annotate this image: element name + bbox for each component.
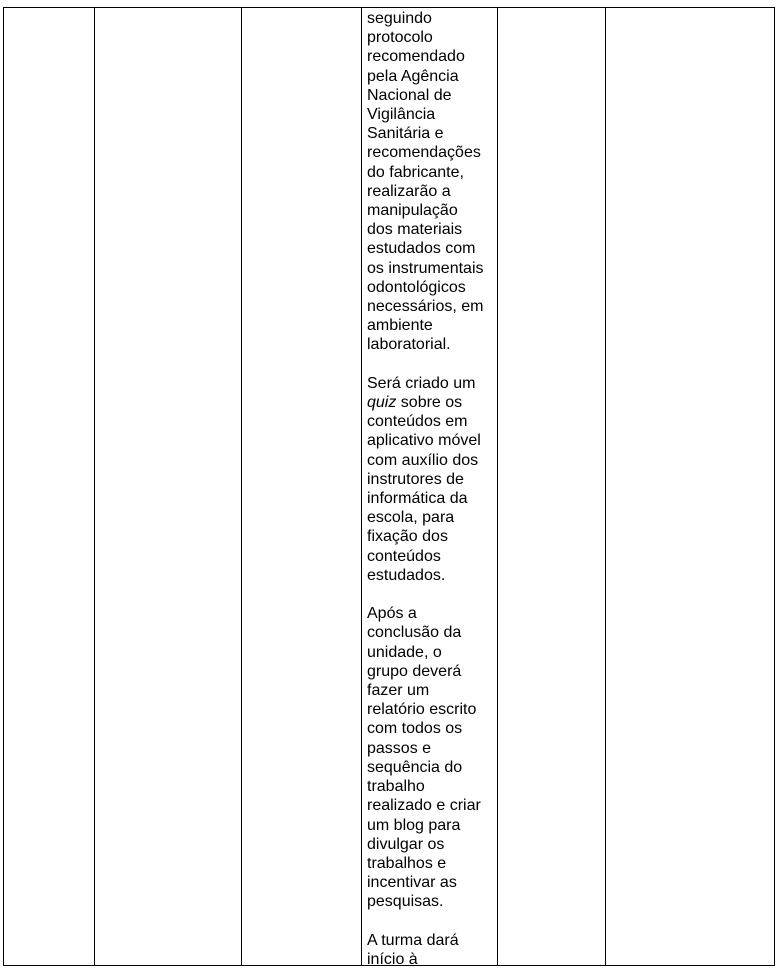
text-line [367,816,495,835]
text-line [367,739,495,758]
text-line [367,393,495,412]
text-segment: manipulação [367,202,458,220]
italic-term: quiz [367,394,397,412]
text-segment: relatório escrito [367,701,477,719]
text-line [367,28,495,47]
text-segment: passos e [367,739,432,757]
text-segment: instrutores de [367,470,464,488]
text-line [367,259,495,278]
table-column-border [605,7,606,966]
text-segment: Será criado um [367,374,476,392]
text-segment: estudados. [367,566,446,584]
text-line [367,143,495,162]
text-segment: dos materiais [367,221,463,239]
text-line [367,182,495,201]
text-line [367,489,495,508]
text-line [367,201,495,220]
text-segment: fixação dos [367,528,448,546]
text-segment: sequência do [367,758,463,776]
paragraph [367,931,495,969]
text-line [367,796,495,815]
text-line [367,566,495,585]
text-line [367,700,495,719]
text-segment: Sanitária e [367,125,444,143]
table-column-border [774,7,775,966]
text-segment: divulgar os [367,835,445,853]
text-segment: aplicativo móvel [367,432,481,450]
text-segment: recomendado [367,48,465,66]
text-segment: protocolo [367,29,433,47]
text-segment: realizado e criar [367,797,481,815]
text-line [367,86,495,105]
text-segment: ambiente [367,317,433,335]
text-segment: escola, para [367,509,455,527]
text-line [367,508,495,527]
paragraph [367,9,495,355]
text-line [367,374,495,393]
text-segment: conclusão da [367,624,462,642]
text-segment: Vigilância [367,106,436,124]
text-line [367,47,495,66]
text-line [367,835,495,854]
text-line [367,278,495,297]
table-top-border [3,7,774,8]
text-line [367,950,495,969]
text-line [367,105,495,124]
text-segment: seguindo [367,10,432,27]
text-segment: fazer um [367,682,430,700]
text-line [367,412,495,431]
text-segment: início à [367,950,418,968]
text-segment: os instrumentais [367,259,484,277]
text-segment: A turma dará [367,931,459,949]
text-line [367,777,495,796]
paragraph [367,604,495,911]
table-column-border [361,7,362,966]
text-segment: do fabricante, [367,163,464,181]
text-segment: estudados com [367,240,476,258]
text-line [367,451,495,470]
text-line [367,719,495,738]
text-line [367,623,495,642]
text-segment: necessários, em [367,298,484,316]
text-line [367,124,495,143]
table-column-border [94,7,95,966]
table-column-border [497,7,498,966]
text-line [367,470,495,489]
text-line [367,9,495,28]
text-line [367,163,495,182]
text-segment: realizarão a [367,182,451,200]
text-line [367,297,495,316]
text-line [367,604,495,623]
text-line [367,547,495,566]
text-segment: trabalho [367,778,425,796]
text-segment: pesquisas. [367,893,444,911]
table-column-border [241,7,242,966]
text-segment: conteúdos em [367,413,468,431]
text-line [367,681,495,700]
text-segment: trabalhos e [367,854,447,872]
paragraph [367,374,495,585]
text-line [367,643,495,662]
text-line [367,854,495,873]
text-segment: Após a [367,605,417,623]
table-column-border [3,7,4,966]
text-segment: unidade, o [367,643,442,661]
text-segment: sobre os [396,394,463,412]
text-line [367,892,495,911]
text-line [367,316,495,335]
text-segment: conteúdos [367,547,441,565]
text-line [367,431,495,450]
text-segment: pela Agência [367,67,459,85]
text-segment: Nacional de [367,86,452,104]
text-segment: grupo deverá [367,662,462,680]
text-segment: laboratorial. [367,336,451,354]
text-segment: com auxílio dos [367,451,479,469]
text-line [367,931,495,950]
text-segment: incentivar as [367,874,457,892]
text-segment: odontológicos [367,278,466,296]
text-segment: recomendações [367,144,481,162]
text-line [367,67,495,86]
table-cell-description [367,9,495,969]
text-line [367,239,495,258]
text-segment: com todos os [367,720,463,738]
text-line [367,758,495,777]
text-segment: informática da [367,490,468,508]
text-line [367,527,495,546]
text-line [367,335,495,354]
text-line [367,873,495,892]
text-line [367,220,495,239]
text-segment: um blog para [367,816,461,834]
text-line [367,662,495,681]
